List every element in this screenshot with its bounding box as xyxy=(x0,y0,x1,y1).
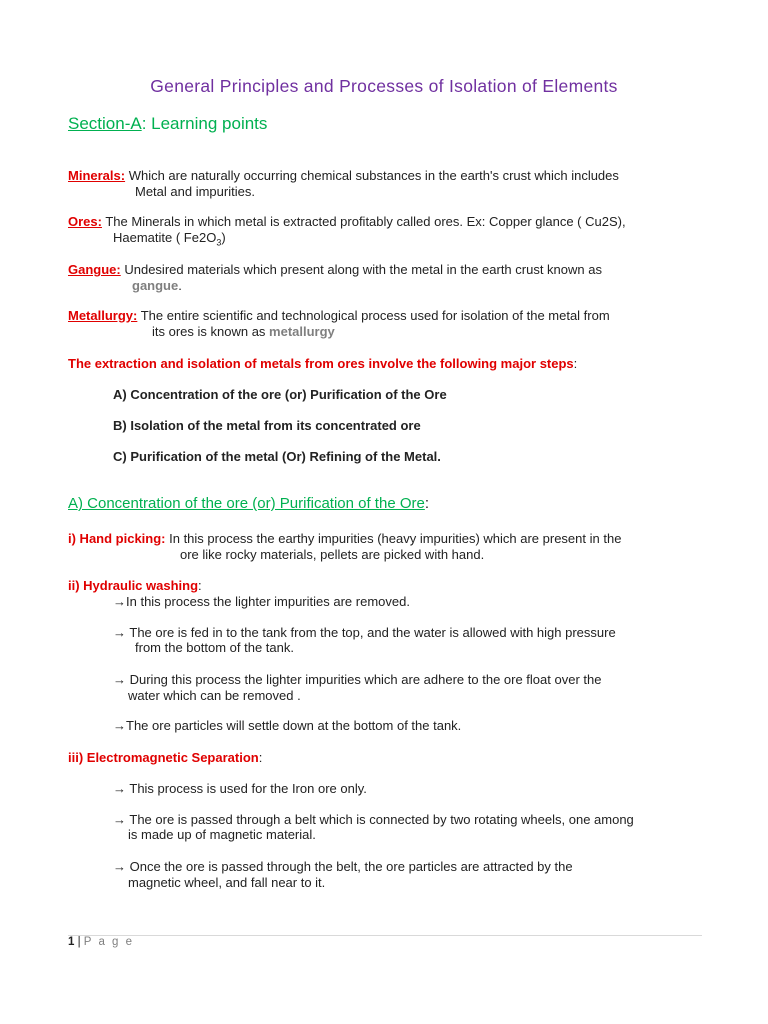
metallurgy-term: Metallurgy: xyxy=(68,308,138,323)
metallurgy-text: The entire scientific and technological process used for isolation of the metal from xyxy=(137,308,610,323)
electromagnetic-head xyxy=(68,749,262,766)
hydraulic-point-4: →The ore particles will settle down at the bottom of the tank. xyxy=(113,718,462,733)
hydraulic-point-3: → During this process the lighter impurities which are adhere to the ore float over the xyxy=(113,672,602,687)
hydraulic-colon: : xyxy=(198,578,202,593)
gangue-keyword: gangue xyxy=(132,278,179,293)
gangue-text-cont xyxy=(132,277,182,294)
subsection-label: A) Concentration of the ore (or) Purification of the Ore xyxy=(68,495,425,512)
hand-picking-head: i) Hand picking: xyxy=(68,531,166,546)
step-a: A) Concentration of the ore (or) Purification of the Ore xyxy=(113,387,447,402)
hydraulic-point-2-cont: from the bottom of the tank. xyxy=(135,640,294,655)
subsection-colon: : xyxy=(424,495,430,512)
minerals-text-cont: Metal and impurities. xyxy=(135,184,255,199)
ores-definition xyxy=(68,213,626,230)
section-label: Section-A xyxy=(68,114,142,133)
electromagnetic-head-text: iii) Electromagnetic Separation xyxy=(68,750,259,765)
metallurgy-text-cont xyxy=(152,323,335,340)
gangue-term: Gangue: xyxy=(68,262,121,277)
hydraulic-head-text: ii) Hydraulic washing xyxy=(68,578,199,593)
metallurgy-text-2: its ores is known as xyxy=(152,324,270,339)
metallurgy-definition xyxy=(68,307,610,324)
footer-separator: | xyxy=(74,936,84,948)
page-title: General Principles and Processes of Isolation of Elements xyxy=(150,76,618,96)
gangue-period: . xyxy=(178,278,182,293)
steps-intro-text: The extraction and isolation of metals from ores involve the following major steps xyxy=(68,356,574,371)
gangue-text: Undesired materials which present along with the metal in the earth crust known as xyxy=(120,262,602,277)
gangue-definition xyxy=(68,261,602,278)
section-heading xyxy=(68,114,267,134)
electromagnetic-point-1: → This process is used for the Iron ore only. xyxy=(113,781,367,796)
steps-intro-colon: : xyxy=(573,356,578,371)
step-c: C) Purification of the metal (Or) Refining of the Metal. xyxy=(113,449,441,464)
electromagnetic-point-2: → The ore is passed through a belt which is connected by two rotating wheels, one among xyxy=(113,812,634,827)
section-rest: : Learning points xyxy=(141,114,268,133)
electromagnetic-point-3-cont: magnetic wheel, and fall near to it. xyxy=(128,875,326,890)
page-label: P a g e xyxy=(83,936,135,948)
steps-intro xyxy=(68,355,577,372)
ores-text-cont xyxy=(113,229,226,246)
ores-formula-sub: 3 xyxy=(216,237,222,248)
metallurgy-keyword: metallurgy xyxy=(269,324,335,339)
ores-formula-end: ) xyxy=(221,230,226,245)
page-number: 1 xyxy=(68,936,75,948)
hand-picking-text-cont: ore like rocky materials, pellets are picked with hand. xyxy=(180,547,485,562)
subsection-heading xyxy=(68,495,429,512)
hydraulic-point-1: →In this process the lighter impurities are removed. xyxy=(113,594,410,609)
minerals-definition xyxy=(68,167,619,184)
step-b: B) Isolation of the metal from its concentrated ore xyxy=(113,418,421,433)
ores-text: The Minerals in which metal is extracted profitably called ores. Ex: Copper glance ( Cu2S), xyxy=(101,214,626,229)
page-footer xyxy=(68,936,134,948)
minerals-term: Minerals: xyxy=(68,168,126,183)
hydraulic-head xyxy=(68,577,202,594)
hydraulic-point-2: → The ore is fed in to the tank from the top, and the water is allowed with high pressure xyxy=(113,625,616,640)
electromagnetic-colon: : xyxy=(258,750,263,765)
electromagnetic-point-2-cont: is made up of magnetic material. xyxy=(128,827,316,842)
electromagnetic-point-3: → Once the ore is passed through the belt, the ore particles are attracted by the xyxy=(113,859,573,874)
hand-picking xyxy=(68,530,621,547)
hydraulic-point-3-cont: water which can be removed . xyxy=(128,688,301,703)
ores-term: Ores: xyxy=(68,214,102,229)
footer-divider xyxy=(68,935,702,936)
hand-picking-text: In this process the earthy impurities (heavy impurities) which are present in the xyxy=(165,531,622,546)
minerals-text: Which are naturally occurring chemical substances in the earth's crust which includes xyxy=(125,168,619,183)
ores-formula: Haematite ( Fe2O xyxy=(113,230,217,245)
